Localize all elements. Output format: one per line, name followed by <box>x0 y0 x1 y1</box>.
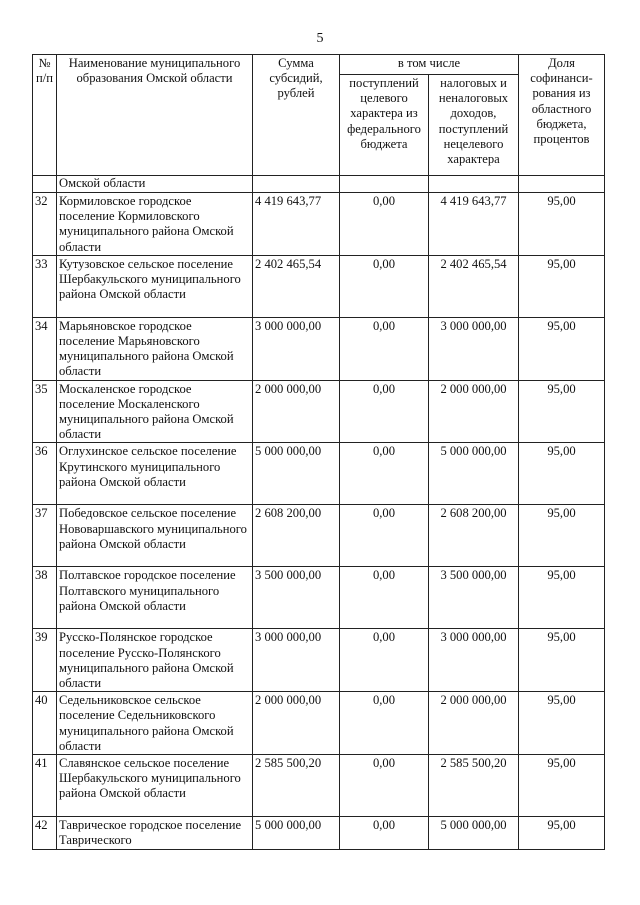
row-federal: 0,00 <box>340 443 429 505</box>
row-share: 95,00 <box>519 505 605 567</box>
row-name: Кормиловское городское поселение Кормиловского муниципального района Омской области <box>57 193 253 256</box>
row-share: 95,00 <box>519 567 605 629</box>
table-row <box>33 443 605 505</box>
row-number: 37 <box>33 505 57 567</box>
row-sum: 2 000 000,00 <box>253 692 340 755</box>
row-sum: 2 608 200,00 <box>253 505 340 567</box>
row-name: Москаленское городское поселение Москаленского муниципального района Омской области <box>57 380 253 443</box>
table-row <box>33 755 605 817</box>
table-row <box>33 505 605 567</box>
table-row <box>33 567 605 629</box>
row-sum: 2 585 500,20 <box>253 755 340 817</box>
row-tax: 3 000 000,00 <box>429 317 519 380</box>
row-share: 95,00 <box>519 755 605 817</box>
row-number: 32 <box>33 193 57 256</box>
page-number: 5 <box>316 31 324 46</box>
row-name: Марьяновское городское поселение Марьяновского муниципального района Омской области <box>57 317 253 380</box>
row-share: 95,00 <box>519 380 605 443</box>
row-number: 34 <box>33 317 57 380</box>
row-federal: 0,00 <box>340 817 429 850</box>
row-sum: 3 500 000,00 <box>253 567 340 629</box>
row-name: Кутузовское сельское поселение Шербакульского муниципального района Омской области <box>57 255 253 317</box>
row-share: 95,00 <box>519 443 605 505</box>
row-number: 38 <box>33 567 57 629</box>
row-number: 35 <box>33 380 57 443</box>
row-name: Седельниковское сельское поселение Седельниковского муниципального района Омской области <box>57 692 253 755</box>
row-sum: 3 000 000,00 <box>253 317 340 380</box>
subsidy-table <box>32 54 605 850</box>
continuation-cell <box>340 176 429 193</box>
row-name: Славянское сельское поселение Шербакульского муниципального района Омской области <box>57 755 253 817</box>
row-share: 95,00 <box>519 817 605 850</box>
row-name: Русско-Полянское городское поселение Русско-Полянского муниципального района Омской области <box>57 629 253 692</box>
continuation-row <box>33 176 605 193</box>
continuation-cell <box>519 176 605 193</box>
continuation-name: Омской области <box>57 176 253 193</box>
table-row <box>33 817 605 850</box>
row-share: 95,00 <box>519 629 605 692</box>
row-federal: 0,00 <box>340 255 429 317</box>
row-name: Оглухинское сельское поселение Крутинского муниципального района Омской области <box>57 443 253 505</box>
row-federal: 0,00 <box>340 755 429 817</box>
row-federal: 0,00 <box>340 629 429 692</box>
table-row <box>33 255 605 317</box>
header-share: Доля софинанси-рования из областного бюджета, процентов <box>519 55 605 176</box>
row-sum: 2 000 000,00 <box>253 380 340 443</box>
header-sum: Сумма субсидий, рублей <box>253 55 340 176</box>
row-number: 39 <box>33 629 57 692</box>
row-federal: 0,00 <box>340 567 429 629</box>
row-share: 95,00 <box>519 255 605 317</box>
header-name: Наименование муниципального образования Омской области <box>57 55 253 176</box>
row-sum: 2 402 465,54 <box>253 255 340 317</box>
row-share: 95,00 <box>519 692 605 755</box>
row-name: Победовское сельское поселение Нововаршавского муниципального района Омской области <box>57 505 253 567</box>
row-share: 95,00 <box>519 317 605 380</box>
header-row <box>33 55 605 75</box>
table-row <box>33 317 605 380</box>
row-sum: 4 419 643,77 <box>253 193 340 256</box>
row-sum: 3 000 000,00 <box>253 629 340 692</box>
row-tax: 4 419 643,77 <box>429 193 519 256</box>
row-number: 41 <box>33 755 57 817</box>
row-tax: 2 402 465,54 <box>429 255 519 317</box>
row-number: 42 <box>33 817 57 850</box>
row-federal: 0,00 <box>340 692 429 755</box>
row-tax: 2 000 000,00 <box>429 692 519 755</box>
header-num: № п/п <box>33 55 57 176</box>
row-tax: 2 608 200,00 <box>429 505 519 567</box>
table-row <box>33 629 605 692</box>
row-tax: 5 000 000,00 <box>429 443 519 505</box>
row-tax: 3 000 000,00 <box>429 629 519 692</box>
row-federal: 0,00 <box>340 380 429 443</box>
table-row <box>33 193 605 256</box>
header-tax: налоговых и неналоговых доходов, поступлений нецелевого характера <box>429 75 519 176</box>
table-body <box>33 55 605 850</box>
row-name: Таврическое городское поселение Таврического <box>57 817 253 850</box>
header-federal: поступлений целевого характера из федерального бюджета <box>340 75 429 176</box>
row-number: 40 <box>33 692 57 755</box>
row-name: Полтавское городское поселение Полтавского муниципального района Омской области <box>57 567 253 629</box>
row-sum: 5 000 000,00 <box>253 817 340 850</box>
row-tax: 2 585 500,20 <box>429 755 519 817</box>
row-number: 33 <box>33 255 57 317</box>
row-number: 36 <box>33 443 57 505</box>
table-row <box>33 692 605 755</box>
row-tax: 5 000 000,00 <box>429 817 519 850</box>
row-federal: 0,00 <box>340 317 429 380</box>
continuation-num-cell <box>33 176 57 193</box>
row-tax: 3 500 000,00 <box>429 567 519 629</box>
row-sum: 5 000 000,00 <box>253 443 340 505</box>
table-row <box>33 380 605 443</box>
continuation-cell <box>253 176 340 193</box>
row-share: 95,00 <box>519 193 605 256</box>
continuation-cell <box>429 176 519 193</box>
row-tax: 2 000 000,00 <box>429 380 519 443</box>
header-including: в том числе <box>340 55 519 75</box>
row-federal: 0,00 <box>340 505 429 567</box>
row-federal: 0,00 <box>340 193 429 256</box>
